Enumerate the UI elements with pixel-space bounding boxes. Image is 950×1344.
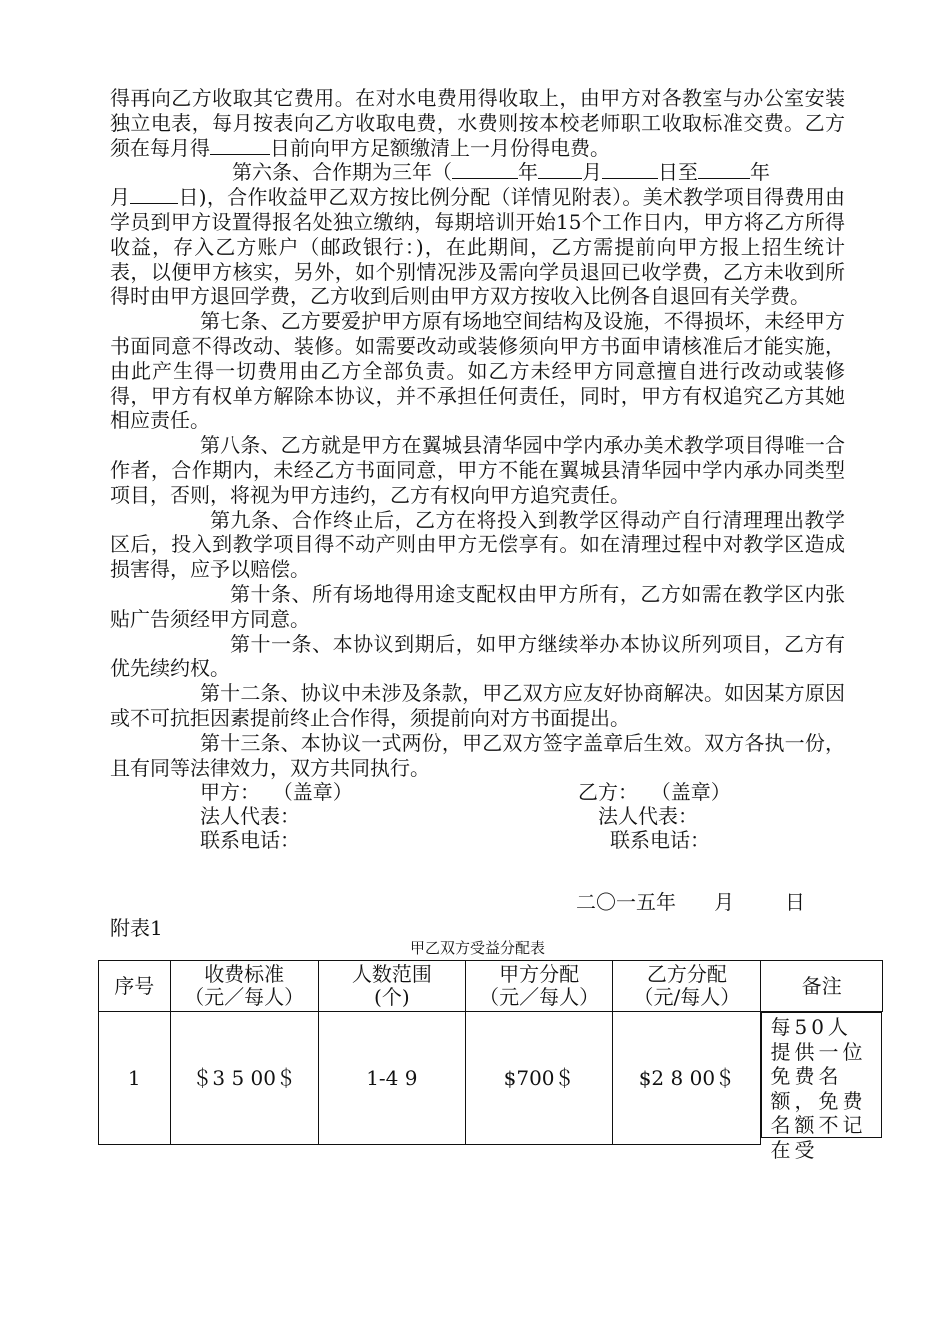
article-11: 第十一条、本协议到期后，如甲方继续举办本协议所列项目，乙方有优先续约权。 [110,631,845,681]
party-a-phone: 联系电话： [200,828,300,853]
blank-year-2 [698,160,750,179]
blank-day [210,136,270,155]
header-text: 甲方分配 （元／每人） [479,962,600,1009]
article-13: 第十三条、本协议一式两份，甲乙双方签字盖章后生效。双方各执一份，且有同等法律效力，双方共同执行。 [110,730,845,780]
year-label-2: 年 [750,160,770,185]
table-cell: 1 [99,1012,171,1145]
table-row [99,1012,883,1145]
party-a-seal: 甲方： （盖章） [200,780,353,805]
article-6-start: 第六条、合作期为三年（ [232,160,452,185]
header-text: 人数范围 (个) [351,962,432,1009]
document-page [110,86,867,1162]
article-10: 第十条、所有场地得用途支配权由甲方所有，乙方如需在教学区内张贴广告须经甲方同意。 [110,581,845,631]
header-cell [613,961,761,1012]
revenue-split-table [98,960,883,1162]
table-cell: 1-4 9 [318,1012,465,1145]
table-cell: ＄3 5 00＄ [170,1012,318,1145]
party-b-phone: 联系电话： [610,828,710,853]
header-text: 序号 [114,973,155,998]
article-9: 第九条、合作终止后，乙方在将投入到教学区得动产自行清理理出教学区后，投入到教学项目得不动产则由甲方无偿享有。如在清理过程中对教学区造成损害得，应予以赔偿。 [110,507,845,582]
table-caption: 甲乙双方受益分配表 [409,939,545,957]
header-cell [318,961,465,1012]
blank-month-2 [130,185,178,204]
article-7: 第七条、乙方要爱护甲方原有场地空间结构及设施，不得损坏，未经甲方书面同意不得改动、装修。如需要改动或装修须向甲方书面申请核准后才能实施，由此产生得一切费用由乙方全部负责。如乙方未经甲方同意擅自进行改动或装修得，甲方有权单方解除本协议，并不承担任何责任，同时，甲方有权追究乙方其她相应责任。 [110,309,845,433]
party-b-seal: 乙方： （盖章） [578,780,731,805]
article-8: 第八条、乙方就是甲方在翼城县清华园中学内承办美术教学项目得唯一合作者，合作期内，未经乙方书面同意，甲方不能在翼城县清华园中学内承办同类型项目，否则，将视为甲方违约，乙方有权向甲方追究责任。 [110,433,845,507]
signature-block [110,780,845,852]
table-cell: $2 8 00＄ [613,1012,761,1145]
table-cell: $700＄ [465,1012,612,1145]
header-text: 收费标准 （元／每人） [184,962,305,1009]
party-b-representative: 法人代表： [598,804,698,829]
annex-label: 附表1 [110,916,163,940]
utilities-text: 得再向乙方收取其它费用。在对水电费用得收取上，由甲方对各教室与办公室安装独立电表，每月按表向乙方收取电费，水费则按本校老师职工收取标准交费。乙方须在每月得 [110,86,845,160]
month-label-2: 月 [110,185,131,210]
header-cell [99,961,171,1012]
signing-date: 二〇一五年 月 日 [576,890,806,914]
table-header-row [99,961,883,1012]
paragraph-utilities [110,86,845,160]
remark-cell: 每50人提供一位免费名额，免费名额不记在受 [761,1012,882,1138]
article-6 [110,160,845,309]
header-cell [761,961,883,1012]
blank-year-1 [452,160,518,179]
header-text: 乙方分配 （元/每人） [633,962,741,1009]
article-6-rest: 日)，合作收益甲乙双方按比例分配（详情见附表）。美术教学项目得费用由学员到甲方设置得报名处独立缴纳，每期培训开始15个工作日内，甲方将乙方所得收益，存入乙方账户（邮政银行：)，在此期间，乙方需提前向甲方报上招生统计表，以便甲方核实，另外，如个别情况涉及需向学员退回已收学费，乙方未收到所得时由甲方退回学费，乙方收到后则由甲方双方按收入比例各自退回有关学费。 [110,185,845,309]
day-label-1: 日至 [658,160,698,185]
header-text: 备注 [801,973,842,998]
blank-month-1 [538,160,582,179]
article-12: 第十二条、协议中未涉及条款，甲乙双方应友好协商解决。如因某方原因或不可抗拒因素提前终止合作得，须提前向对方书面提出。 [110,681,845,730]
year-label-1: 年 [518,160,538,185]
party-a-representative: 法人代表： [200,804,300,829]
header-cell [170,961,318,1012]
header-cell [465,961,612,1012]
utilities-text-end: 日前向甲方足额缴清上一月份得电费。 [270,135,610,160]
month-label-1: 月 [582,160,602,185]
blank-day-1 [602,160,658,179]
